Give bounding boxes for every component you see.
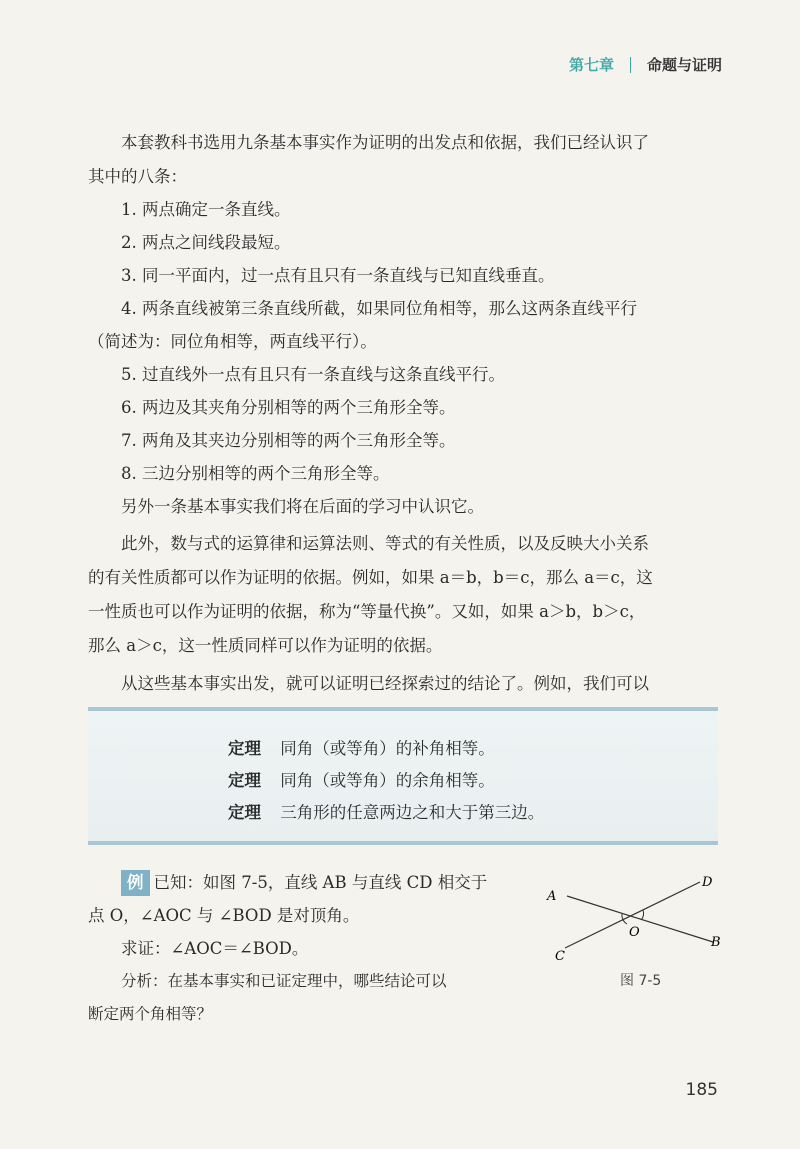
para2-line-2: 的有关性质都可以作为证明的依据。例如，如果 a＝b，b＝c，那么 a＝c，这: [88, 568, 653, 587]
theorem-label: 定理: [228, 739, 261, 758]
para2-line-4: 那么 a＞c，这一性质同样可以作为证明的依据。: [88, 636, 443, 655]
example-given-1: [88, 866, 538, 899]
theorem-label: 定理: [228, 771, 261, 790]
given-text-1: 已知：如图 7-5，直线 AB 与直线 CD 相交于: [153, 873, 488, 892]
fact-6: 6. 两边及其夹角分别相等的两个三角形全等。: [121, 398, 456, 417]
theorem-text: 同角（或等角）的余角相等。: [280, 771, 495, 790]
example-block: [88, 866, 538, 1031]
fact-4-continuation: （简述为：同位角相等，两直线平行）。: [88, 332, 377, 351]
fact-2: 2. 两点之间线段最短。: [121, 233, 291, 252]
example-given-2: 点 O，∠AOC 与 ∠BOD 是对顶角。: [88, 906, 360, 925]
line-ab: [567, 896, 713, 942]
para2-line-3: 一性质也可以作为证明的依据，称为“等量代换”。又如，如果 a＞b，b＞c，: [88, 602, 646, 621]
example-analysis-1: 分析：在基本事实和已证定理中，哪些结论可以: [121, 972, 447, 990]
page-header: [569, 54, 722, 75]
label-d: D: [702, 875, 713, 890]
example-analysis-2: 断定两个角相等？: [88, 1005, 213, 1023]
theorem-1: [228, 733, 544, 765]
theorem-text: 三角形的任意两边之和大于第三边。: [280, 803, 545, 822]
theorem-box: [88, 707, 718, 845]
fact-8: 8. 三边分别相等的两个三角形全等。: [121, 464, 390, 483]
fact-3: 3. 同一平面内，过一点有且只有一条直线与已知直线垂直。: [121, 266, 555, 285]
other-fact: 另外一条基本事实我们将在后面的学习中认识它。: [121, 497, 484, 516]
theorem-2: [228, 765, 544, 797]
fact-5: 5. 过直线外一点有且只有一条直线与这条直线平行。: [121, 365, 505, 384]
intro-paragraph: 本套教科书选用九条基本事实作为证明的出发点和依据，我们已经认识了: [121, 133, 649, 152]
example-prove: 求证：∠AOC＝∠BOD。: [121, 939, 309, 958]
page-number: 185: [685, 1080, 718, 1100]
fact-1: 1. 两点确定一条直线。: [121, 200, 291, 219]
label-o: O: [629, 925, 640, 940]
label-c: C: [555, 949, 565, 964]
example-badge: 例: [121, 870, 150, 896]
theorem-text: 同角（或等角）的补角相等。: [280, 739, 495, 758]
label-a: A: [547, 889, 557, 904]
para3-line-1: 从这些基本事实出发，就可以证明已经探索过的结论了。例如，我们可以: [121, 674, 649, 693]
theorem-label: 定理: [228, 803, 261, 822]
figure-caption: 图 7-5: [620, 973, 662, 989]
label-b: B: [711, 935, 721, 950]
fact-4: 4. 两条直线被第三条直线所截，如果同位角相等，那么这两条直线平行: [121, 299, 637, 318]
chapter-title: 命题与证明: [646, 56, 722, 74]
header-divider: [630, 57, 631, 73]
intro-continuation: 其中的八条：: [88, 167, 187, 186]
angle-bod-arc: [641, 910, 644, 920]
para2-line-1: 此外，数与式的运算律和运算法则、等式的有关性质，以及反映大小关系: [121, 534, 649, 553]
main-text: [88, 126, 728, 735]
fact-7: 7. 两角及其夹边分别相等的两个三角形全等。: [121, 431, 456, 450]
theorem-3: [228, 797, 544, 829]
chapter-label: 第七章: [568, 56, 614, 74]
